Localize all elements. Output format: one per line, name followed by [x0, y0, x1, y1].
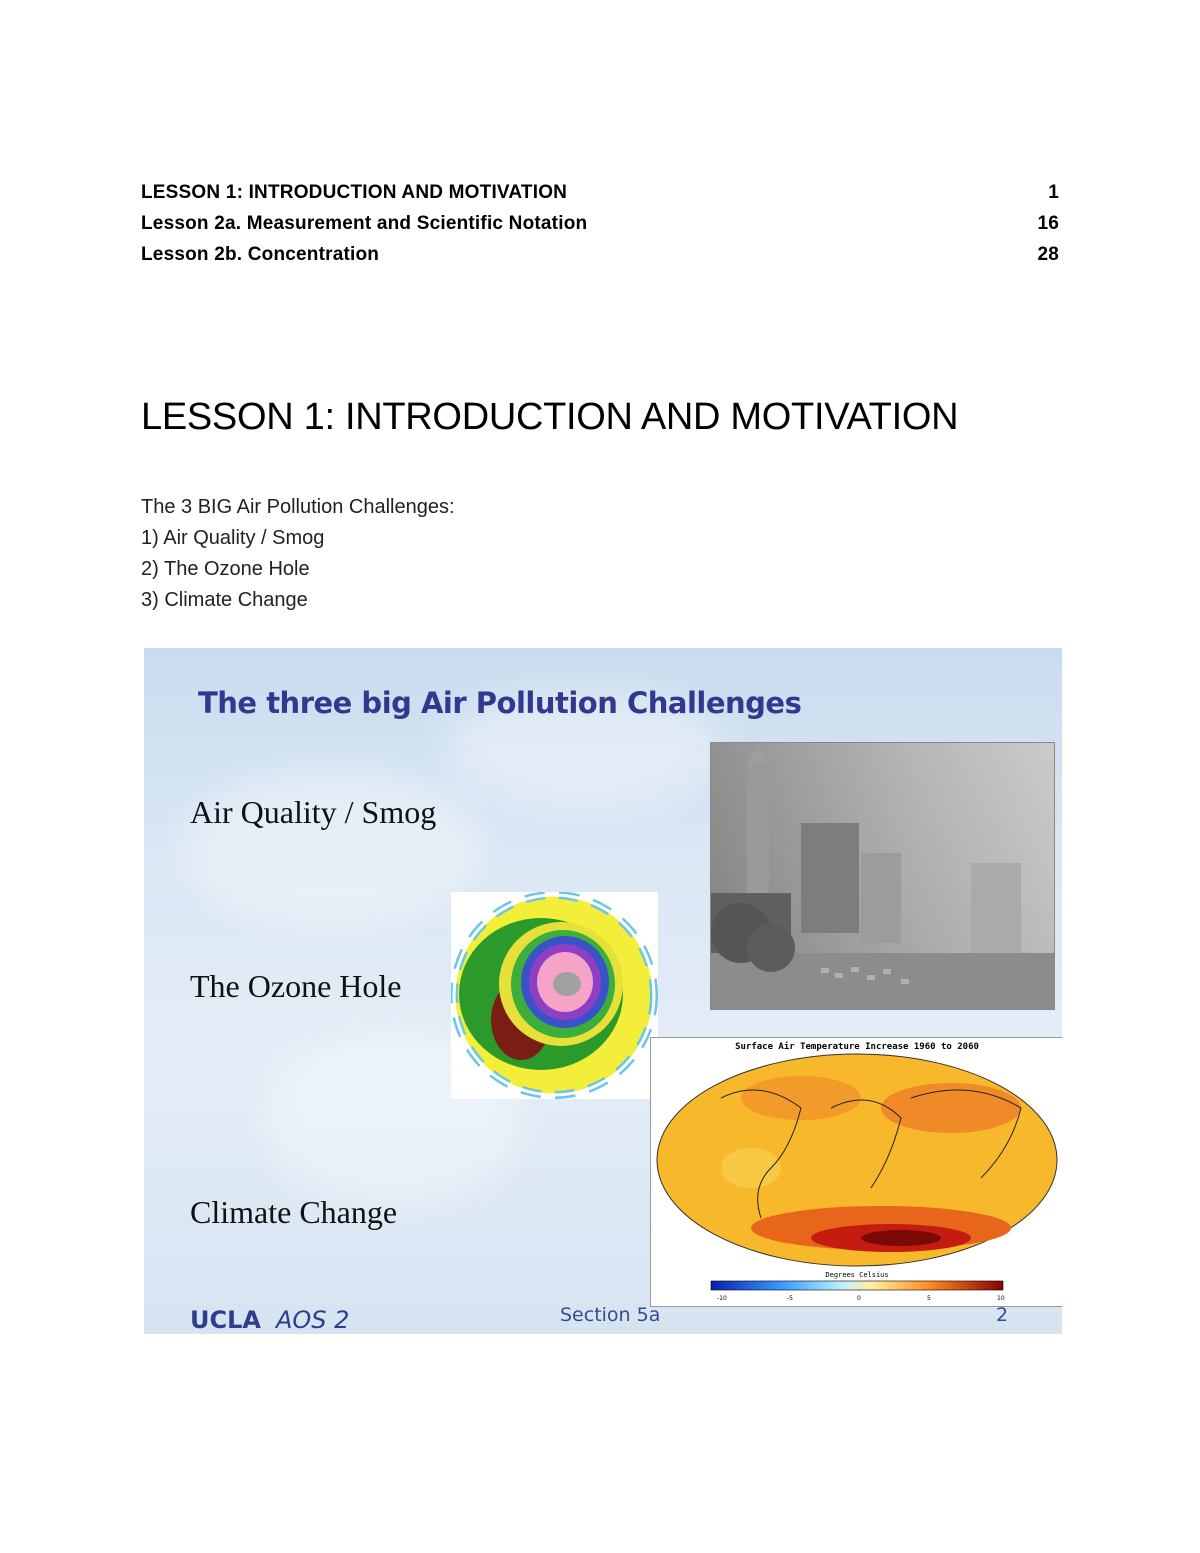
toc-entry[interactable]	[141, 242, 1059, 273]
ucla-logo: UCLA	[190, 1306, 261, 1334]
toc-entry-title: Lesson 2b. Concentration	[141, 244, 380, 265]
slide-item: Air Quality / Smog	[190, 794, 437, 830]
slide-item: The Ozone Hole	[190, 968, 402, 1004]
toc-entry-title: LESSON 1: INTRODUCTION AND MOTIVATION	[141, 182, 568, 203]
toc-entry[interactable]	[141, 211, 1059, 242]
slide-page-number: 2	[996, 1304, 1009, 1326]
map-title: Surface Air Temperature Increase 1960 to 2060	[735, 1042, 979, 1052]
intro-item: 2) The Ozone Hole	[141, 558, 310, 580]
ozone-hole-image	[451, 892, 658, 1099]
map-legend-tick: 0	[857, 1295, 861, 1302]
lesson-heading: LESSON 1: INTRODUCTION AND MOTIVATION	[141, 396, 959, 438]
map-legend-tick: 10	[997, 1295, 1005, 1302]
slide-section-label: Section 5a	[560, 1304, 661, 1326]
map-legend-tick: -5	[787, 1295, 793, 1302]
intro-item: 3) Climate Change	[141, 589, 308, 611]
aos-logo: AOS 2	[276, 1306, 350, 1334]
intro-item: 1) Air Quality / Smog	[141, 527, 325, 549]
toc-entry[interactable]	[141, 180, 1059, 211]
intro-lead: The 3 BIG Air Pollution Challenges:	[141, 496, 455, 518]
toc-entry-page: 16	[1037, 213, 1059, 234]
map-legend-label: Degrees Celsius	[825, 1271, 889, 1279]
smog-city-image	[711, 743, 1054, 1009]
map-legend-tick: -10	[717, 1295, 727, 1302]
toc-entry-title: Lesson 2a. Measurement and Scientific Notation	[141, 213, 588, 234]
toc-entry-page: 28	[1037, 244, 1059, 265]
temperature-map	[650, 1037, 1062, 1307]
lecture-slide	[144, 648, 1062, 1334]
slide-item: Climate Change	[190, 1194, 398, 1230]
intro-list	[141, 493, 455, 617]
map-legend-tick: 5	[927, 1295, 931, 1302]
smog-photo	[710, 742, 1055, 1010]
toc-entry-page: 1	[1048, 182, 1059, 203]
table-of-contents	[141, 180, 1059, 273]
ozone-map	[451, 892, 658, 1099]
cloud-decoration	[184, 768, 484, 928]
slide-title: The three big Air Pollution Challenges	[198, 686, 802, 720]
temperature-map-image	[651, 1038, 1062, 1306]
